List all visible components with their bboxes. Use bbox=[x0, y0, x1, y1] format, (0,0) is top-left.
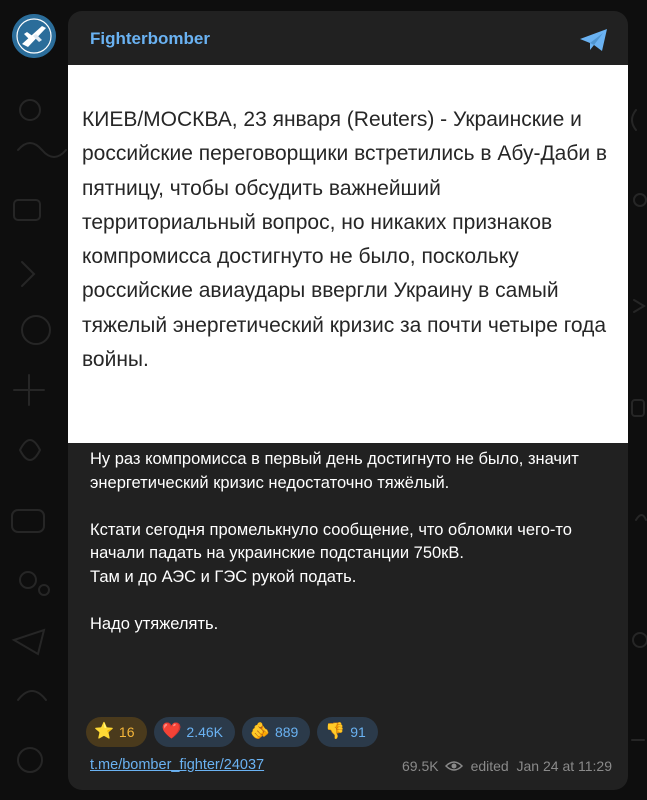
quote-text: КИЕВ/МОСКВА, 23 января (Reuters) - Украинские и российские переговорщики встретились в Абу-Даби в пятницу, чтобы обсудить важнейший территориальный вопрос, но никаких признаков компромисса достигнуто не было, поскольку российские авиаудары ввергли Украину в самый тяжелый энергетический кризис за почти четыре года войны. bbox=[82, 108, 608, 372]
post-paragraph: Надо утяжелять. bbox=[90, 614, 219, 633]
reaction-star[interactable] bbox=[86, 717, 147, 747]
post-link[interactable]: t.me/bomber_fighter/24037 bbox=[90, 757, 265, 773]
heart-icon: ❤️ bbox=[161, 723, 182, 740]
pointing-hand-icon: 🫵 bbox=[250, 723, 270, 740]
post-text bbox=[90, 448, 610, 636]
post-paragraph: Ну раз компромисса в первый день достигнуто не было, значит энергетический кризис недостаточно тяжёлый. bbox=[90, 450, 579, 492]
reaction-count: 889 bbox=[274, 724, 299, 740]
reaction-count: 16 bbox=[118, 724, 135, 740]
channel-avatar[interactable] bbox=[12, 14, 56, 58]
telegram-share-icon[interactable] bbox=[578, 27, 610, 53]
reaction-count: 91 bbox=[350, 724, 366, 740]
post-header bbox=[68, 11, 628, 65]
channel-name[interactable]: Fighterbomber bbox=[90, 29, 210, 48]
edited-label: edited bbox=[470, 758, 509, 774]
view-count: 69.5K bbox=[401, 758, 439, 774]
reaction-thumbs-down[interactable] bbox=[317, 717, 378, 747]
reactions-bar bbox=[86, 717, 378, 747]
post-footer bbox=[90, 757, 612, 779]
post-paragraph: Там и до АЭС и ГЭС рукой подать. bbox=[90, 567, 357, 586]
reaction-pointing-hand[interactable] bbox=[242, 717, 310, 747]
post-date: Jan 24 at 11:29 bbox=[516, 758, 612, 774]
news-quote-image[interactable] bbox=[68, 65, 628, 443]
star-icon: ⭐ bbox=[94, 723, 114, 740]
fighterbomber-logo-icon bbox=[12, 14, 56, 58]
eye-icon bbox=[445, 760, 463, 772]
reaction-heart[interactable] bbox=[154, 717, 236, 747]
reaction-count: 2.46K bbox=[186, 724, 224, 740]
post-paragraph: Кстати сегодня промелькнуло сообщение, что обломки чего-то начали падать на украинские подстанции 750кВ. bbox=[90, 520, 572, 562]
channel-post-card bbox=[68, 11, 628, 790]
thumbs-down-icon: 👎 bbox=[325, 723, 346, 740]
post-meta bbox=[402, 758, 612, 774]
